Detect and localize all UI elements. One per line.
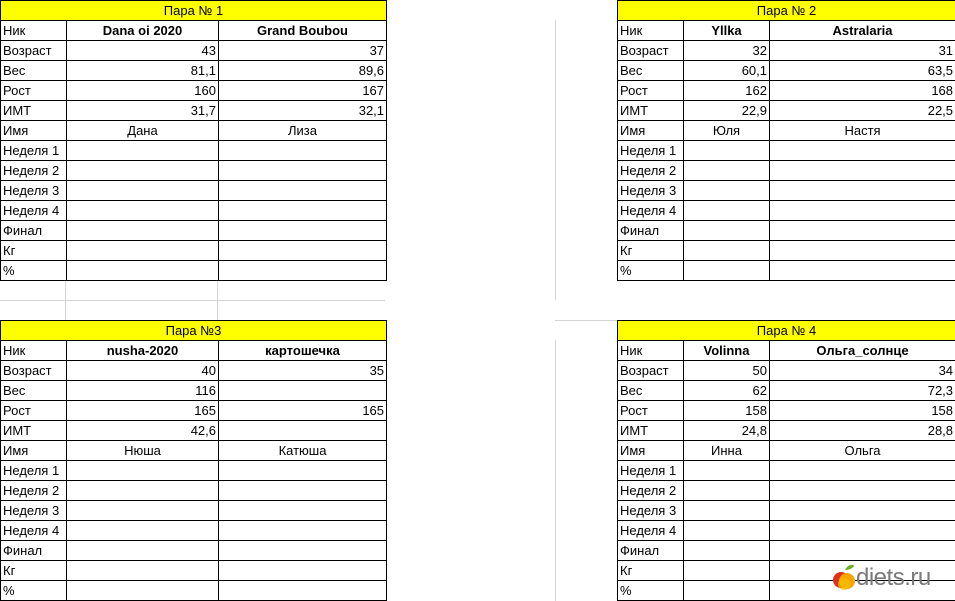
row-label-percent[interactable]: % [618,261,684,281]
kg-cell[interactable] [219,241,387,261]
age-cell[interactable]: 50 [684,361,770,381]
row-label-bmi[interactable]: ИМТ [618,101,684,121]
row-label-weight[interactable]: Вес [1,61,67,81]
final-cell[interactable] [684,221,770,241]
row-label-kg[interactable]: Кг [618,241,684,261]
row-label-week-1[interactable]: Неделя 1 [1,461,67,481]
row-label-week-4[interactable]: Неделя 4 [618,521,684,541]
row-label-height[interactable]: Рост [618,81,684,101]
row-label-week-1[interactable]: Неделя 1 [618,141,684,161]
final-cell[interactable] [67,221,219,241]
week-1-cell[interactable] [219,461,387,481]
name-cell[interactable]: Лиза [219,121,387,141]
row-label-week-1[interactable]: Неделя 1 [1,141,67,161]
bmi-cell[interactable]: 22,5 [770,101,955,121]
weight-cell[interactable]: 81,1 [67,61,219,81]
nick-cell[interactable]: Dana oi 2020 [67,21,219,41]
final-cell[interactable] [770,541,955,561]
name-cell[interactable]: Катюша [219,441,387,461]
height-cell[interactable]: 158 [770,401,955,421]
kg-cell[interactable] [684,561,770,581]
nick-cell[interactable]: Volinna [684,341,770,361]
kg-cell[interactable] [684,241,770,261]
row-label-weight[interactable]: Вес [618,381,684,401]
row-label-final[interactable]: Финал [1,221,67,241]
height-cell[interactable]: 160 [67,81,219,101]
pair-3-block [0,320,387,601]
bmi-cell[interactable]: 28,8 [770,421,955,441]
row-label-percent[interactable]: % [1,581,67,601]
nick-cell[interactable]: картошечка [219,341,387,361]
row-label-bmi[interactable]: ИМТ [1,101,67,121]
final-cell[interactable] [219,541,387,561]
week-3-cell[interactable] [219,181,387,201]
nick-cell[interactable]: Astralaria [770,21,955,41]
week-1-cell[interactable] [684,461,770,481]
weight-cell[interactable]: 72,3 [770,381,955,401]
row-label-bmi[interactable]: ИМТ [1,421,67,441]
weight-cell[interactable]: 63,5 [770,61,955,81]
week-2-cell[interactable] [67,481,219,501]
percent-cell[interactable] [684,261,770,281]
row-label-height[interactable]: Рост [618,401,684,421]
row-label-week-3[interactable]: Неделя 3 [1,181,67,201]
age-cell[interactable]: 32 [684,41,770,61]
week-4-cell[interactable] [684,201,770,221]
row-label-week-3[interactable]: Неделя 3 [1,501,67,521]
row-label-age[interactable]: Возраст [618,41,684,61]
percent-cell[interactable] [67,581,219,601]
week-2-cell[interactable] [219,161,387,181]
row-label-week-2[interactable]: Неделя 2 [1,481,67,501]
row-label-week-3[interactable]: Неделя 3 [618,181,684,201]
name-cell[interactable]: Дана [67,121,219,141]
week-1-cell[interactable] [770,461,955,481]
bmi-cell[interactable]: 22,9 [684,101,770,121]
week-4-cell[interactable] [684,521,770,541]
percent-cell[interactable] [219,581,387,601]
week-3-cell[interactable] [770,181,955,201]
row-label-week-4[interactable]: Неделя 4 [1,521,67,541]
gridline [217,280,218,320]
week-4-cell[interactable] [770,201,955,221]
nick-cell[interactable]: Yllka [684,21,770,41]
row-label-percent[interactable]: % [618,581,684,601]
name-cell[interactable]: Настя [770,121,955,141]
bmi-cell[interactable]: 32,1 [219,101,387,121]
pair-title[interactable]: Пара № 1 [1,1,387,21]
kg-cell[interactable] [219,561,387,581]
pair-2-block [617,0,955,281]
row-label-bmi[interactable]: ИМТ [618,421,684,441]
height-cell[interactable]: 165 [219,401,387,421]
week-3-cell[interactable] [219,501,387,521]
final-cell[interactable] [67,541,219,561]
week-4-cell[interactable] [770,521,955,541]
week-4-cell[interactable] [219,521,387,541]
name-cell[interactable]: Юля [684,121,770,141]
percent-cell[interactable] [67,261,219,281]
name-cell[interactable]: Ольга [770,441,955,461]
week-2-cell[interactable] [770,161,955,181]
row-label-final[interactable]: Финал [618,541,684,561]
row-label-height[interactable]: Рост [1,401,67,421]
row-label-height[interactable]: Рост [1,81,67,101]
final-cell[interactable] [770,221,955,241]
age-cell[interactable]: 34 [770,361,955,381]
pair-title[interactable]: Пара № 2 [618,1,955,21]
pair-title[interactable]: Пара №3 [1,321,387,341]
bmi-cell[interactable]: 31,7 [67,101,219,121]
age-cell[interactable]: 37 [219,41,387,61]
row-label-nick[interactable]: Ник [618,341,684,361]
diets-ru-watermark [832,560,954,596]
name-cell[interactable]: Инна [684,441,770,461]
weight-cell[interactable]: 116 [67,381,219,401]
row-label-kg[interactable]: Кг [1,241,67,261]
week-2-cell[interactable] [684,481,770,501]
row-label-final[interactable]: Финал [618,221,684,241]
row-label-weight[interactable]: Вес [1,381,67,401]
row-label-week-2[interactable]: Неделя 2 [618,481,684,501]
bmi-cell[interactable]: 42,6 [67,421,219,441]
height-cell[interactable]: 165 [67,401,219,421]
week-3-cell[interactable] [684,181,770,201]
percent-cell[interactable] [219,261,387,281]
final-cell[interactable] [219,221,387,241]
name-cell[interactable]: Нюша [67,441,219,461]
weight-cell[interactable] [219,381,387,401]
row-label-week-3[interactable]: Неделя 3 [618,501,684,521]
percent-cell[interactable] [684,581,770,601]
gridline [555,340,556,601]
row-label-week-2[interactable]: Неделя 2 [618,161,684,181]
week-4-cell[interactable] [67,521,219,541]
weight-cell[interactable]: 89,6 [219,61,387,81]
row-label-nick[interactable]: Ник [1,341,67,361]
weight-cell[interactable]: 62 [684,381,770,401]
week-3-cell[interactable] [67,501,219,521]
gridline [0,300,385,301]
age-cell[interactable]: 35 [219,361,387,381]
row-label-name[interactable]: Имя [618,121,684,141]
week-2-cell[interactable] [67,161,219,181]
gridline [65,280,66,320]
kg-cell[interactable] [67,241,219,261]
final-cell[interactable] [684,541,770,561]
kg-cell[interactable] [770,241,955,261]
row-label-week-4[interactable]: Неделя 4 [618,201,684,221]
age-cell[interactable]: 43 [67,41,219,61]
row-label-nick[interactable]: Ник [1,21,67,41]
row-label-week-4[interactable]: Неделя 4 [1,201,67,221]
height-cell[interactable]: 167 [219,81,387,101]
row-label-final[interactable]: Финал [1,541,67,561]
height-cell[interactable]: 162 [684,81,770,101]
bmi-cell[interactable] [219,421,387,441]
height-cell[interactable]: 168 [770,81,955,101]
week-4-cell[interactable] [219,201,387,221]
age-cell[interactable]: 31 [770,41,955,61]
week-2-cell[interactable] [684,161,770,181]
pair-title[interactable]: Пара № 4 [618,321,955,341]
row-label-name[interactable]: Имя [618,441,684,461]
week-1-cell[interactable] [219,141,387,161]
week-4-cell[interactable] [67,201,219,221]
nick-cell[interactable]: nusha-2020 [67,341,219,361]
pair-4-block [617,320,955,601]
week-3-cell[interactable] [684,501,770,521]
row-label-week-2[interactable]: Неделя 2 [1,161,67,181]
nick-cell[interactable]: Grand Boubou [219,21,387,41]
row-label-age[interactable]: Возраст [618,361,684,381]
row-label-nick[interactable]: Ник [618,21,684,41]
row-label-age[interactable]: Возраст [1,41,67,61]
watermark-text: diets.ru [856,564,931,591]
row-label-age[interactable]: Возраст [1,361,67,381]
week-1-cell[interactable] [67,461,219,481]
pair-1-block [0,0,387,281]
week-2-cell[interactable] [770,481,955,501]
row-label-kg[interactable]: Кг [1,561,67,581]
percent-cell[interactable] [770,261,955,281]
kg-cell[interactable] [67,561,219,581]
apple-icon [832,562,858,594]
bmi-cell[interactable]: 24,8 [684,421,770,441]
gridline [555,20,556,300]
week-2-cell[interactable] [219,481,387,501]
weight-cell[interactable]: 60,1 [684,61,770,81]
height-cell[interactable]: 158 [684,401,770,421]
row-label-percent[interactable]: % [1,261,67,281]
week-3-cell[interactable] [67,181,219,201]
week-1-cell[interactable] [684,141,770,161]
week-1-cell[interactable] [770,141,955,161]
row-label-week-1[interactable]: Неделя 1 [618,461,684,481]
row-label-weight[interactable]: Вес [618,61,684,81]
nick-cell[interactable]: Ольга_солнце [770,341,955,361]
row-label-kg[interactable]: Кг [618,561,684,581]
row-label-name[interactable]: Имя [1,441,67,461]
week-3-cell[interactable] [770,501,955,521]
age-cell[interactable]: 40 [67,361,219,381]
week-1-cell[interactable] [67,141,219,161]
row-label-name[interactable]: Имя [1,121,67,141]
